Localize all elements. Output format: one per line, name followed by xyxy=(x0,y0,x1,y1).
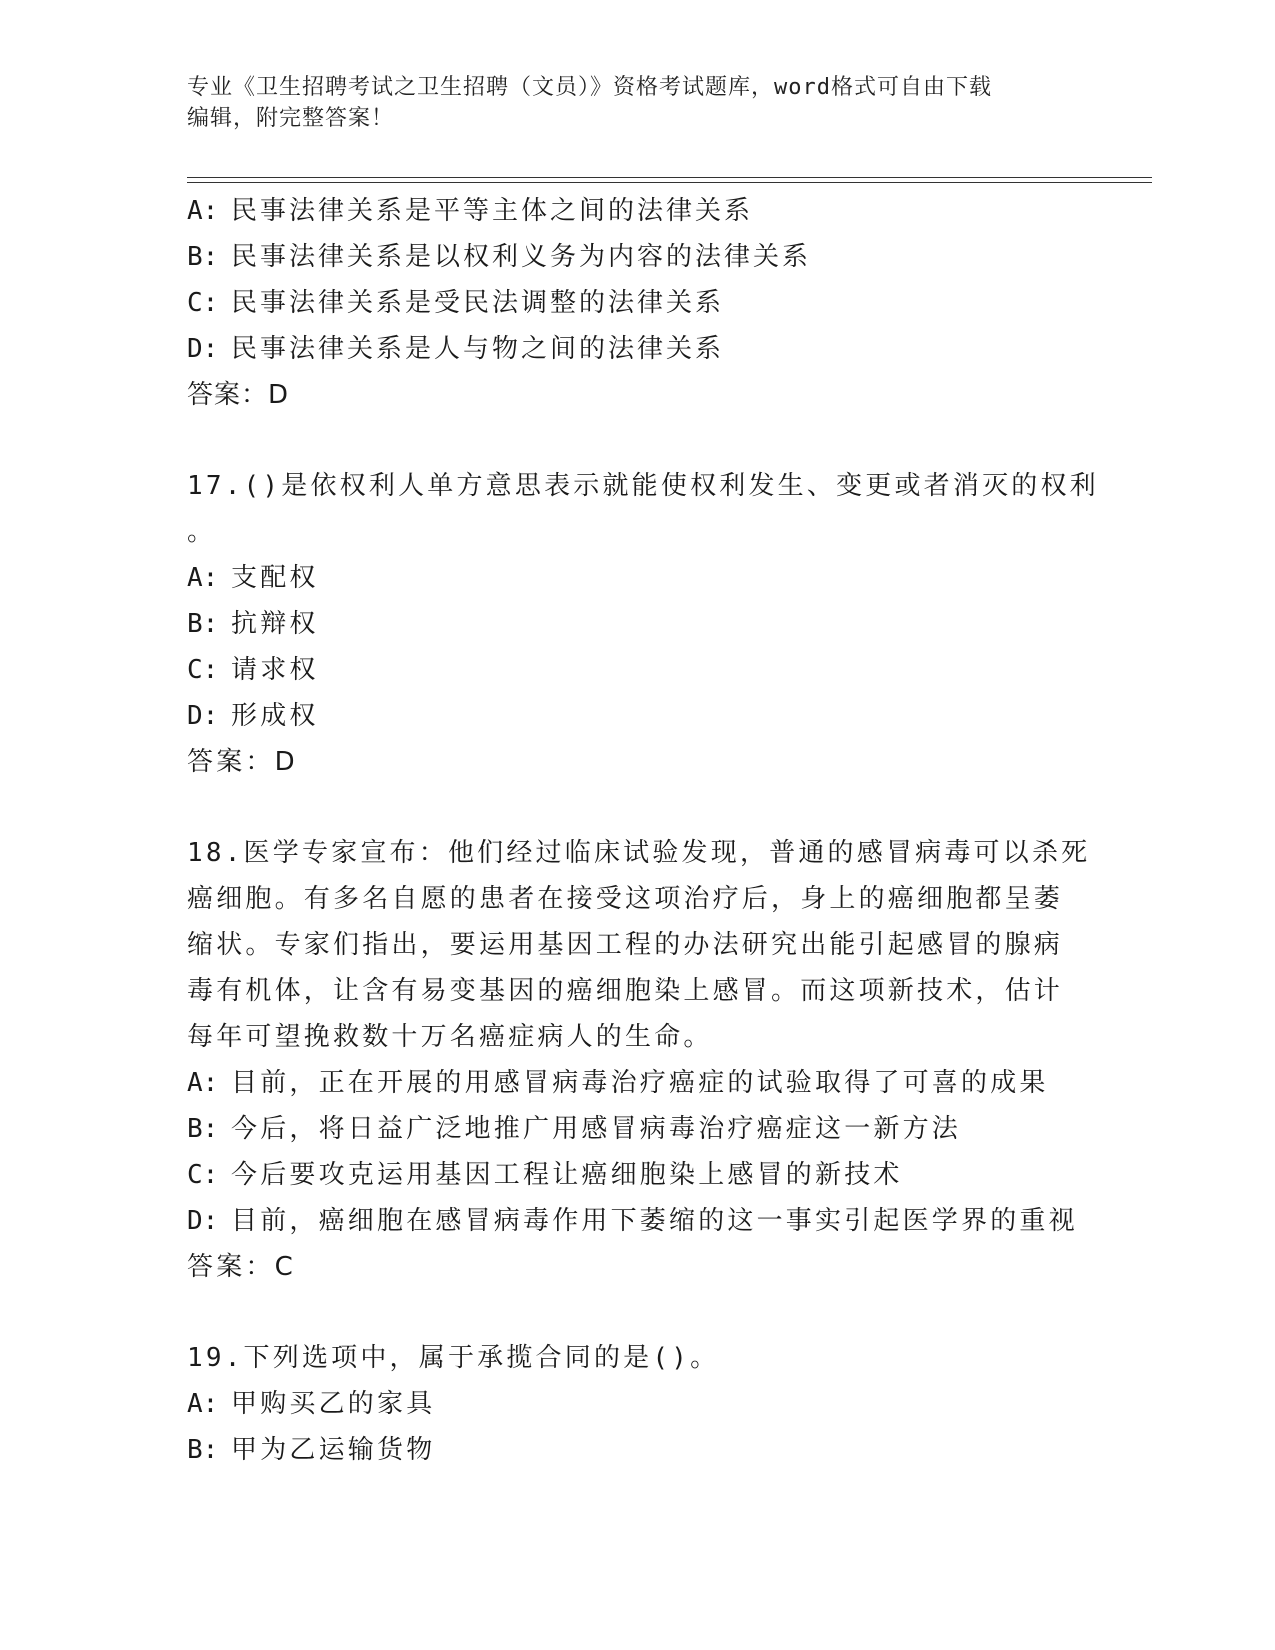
header-line-1: 专业《卫生招聘考试之卫生招聘（文员）》资格考试题库，word格式可自由下载 xyxy=(187,75,992,100)
option-c xyxy=(187,280,1087,326)
option-text: 民事法律关系是受民法调整的法律关系 xyxy=(231,288,725,318)
option-b xyxy=(187,234,1087,280)
spacer xyxy=(187,418,1087,463)
answer-line: 答案：D xyxy=(187,747,298,777)
option-key: A: xyxy=(187,563,219,593)
question-stem-line: 17.()是依权利人单方意思表示就能使权利发生、变更或者消灭的权利 xyxy=(187,471,1099,501)
option-a xyxy=(187,188,1087,234)
option-key: D: xyxy=(187,1206,219,1236)
question-stem-line: 18.医学专家宣布：他们经过临床试验发现，普通的感冒病毒可以杀死 xyxy=(187,838,1091,868)
option-key: C: xyxy=(187,1160,219,1190)
option-b xyxy=(187,1427,1087,1473)
option-text: 请求权 xyxy=(231,655,319,685)
option-key: B: xyxy=(187,1435,219,1465)
option-text: 形成权 xyxy=(231,701,319,731)
question-stem-line: 缩状。专家们指出，要运用基因工程的办法研究出能引起感冒的腺病 xyxy=(187,930,1064,960)
answer-line: 答案：D xyxy=(187,380,290,410)
option-text: 目前，癌细胞在感冒病毒作用下萎缩的这一事实引起医学界的重视 xyxy=(231,1206,1078,1236)
option-key: A: xyxy=(187,1389,219,1419)
spacer xyxy=(187,1290,1087,1335)
option-c xyxy=(187,1152,1087,1198)
option-key: B: xyxy=(187,242,219,272)
question-content xyxy=(187,188,1099,1473)
question-17 xyxy=(187,463,1099,785)
option-text: 甲购买乙的家具 xyxy=(231,1389,436,1419)
option-d xyxy=(187,326,1087,372)
option-d xyxy=(187,693,1087,739)
question-stem-line: 19.下列选项中，属于承揽合同的是()。 xyxy=(187,1343,720,1373)
option-text: 民事法律关系是平等主体之间的法律关系 xyxy=(231,196,754,226)
answer-line: 答案：C xyxy=(187,1252,296,1282)
option-text: 今后要攻克运用基因工程让癌细胞染上感冒的新技术 xyxy=(231,1160,903,1190)
option-text: 抗辩权 xyxy=(231,609,319,639)
option-text: 目前，正在开展的用感冒病毒治疗癌症的试验取得了可喜的成果 xyxy=(231,1068,1049,1098)
option-a xyxy=(187,1381,1087,1427)
option-key: B: xyxy=(187,1114,219,1144)
option-b xyxy=(187,1106,1087,1152)
question-16 xyxy=(187,188,1087,418)
option-key: A: xyxy=(187,196,219,226)
option-d xyxy=(187,1198,1087,1244)
option-key: C: xyxy=(187,288,219,318)
option-text: 民事法律关系是人与物之间的法律关系 xyxy=(231,334,725,364)
question-stem-line: 癌细胞。有多名自愿的患者在接受这项治疗后，身上的癌细胞都呈萎 xyxy=(187,884,1064,914)
option-key: A: xyxy=(187,1068,219,1098)
spacer xyxy=(187,785,1087,830)
question-stem-line: 。 xyxy=(187,517,217,547)
option-key: B: xyxy=(187,609,219,639)
header-divider-bottom xyxy=(187,182,1152,183)
option-key: D: xyxy=(187,701,219,731)
option-text: 支配权 xyxy=(231,563,319,593)
option-key: D: xyxy=(187,334,219,364)
option-text: 今后，将日益广泛地推广用感冒病毒治疗癌症这一新方法 xyxy=(231,1114,962,1144)
option-text: 民事法律关系是以权利义务为内容的法律关系 xyxy=(231,242,812,272)
question-19 xyxy=(187,1335,1087,1473)
question-stem-line: 每年可望挽救数十万名癌症病人的生命。 xyxy=(187,1022,713,1052)
option-key: C: xyxy=(187,655,219,685)
option-a xyxy=(187,1060,1087,1106)
header-divider-top xyxy=(187,177,1152,178)
question-18 xyxy=(187,830,1091,1290)
header-line-2: 编辑，附完整答案！ xyxy=(187,106,395,131)
option-b xyxy=(187,601,1087,647)
question-stem-line: 毒有机体，让含有易变基因的癌细胞染上感冒。而这项新技术，估计 xyxy=(187,976,1064,1006)
document-header xyxy=(187,72,1087,134)
option-a xyxy=(187,555,1087,601)
option-c xyxy=(187,647,1087,693)
option-text: 甲为乙运输货物 xyxy=(231,1435,436,1465)
